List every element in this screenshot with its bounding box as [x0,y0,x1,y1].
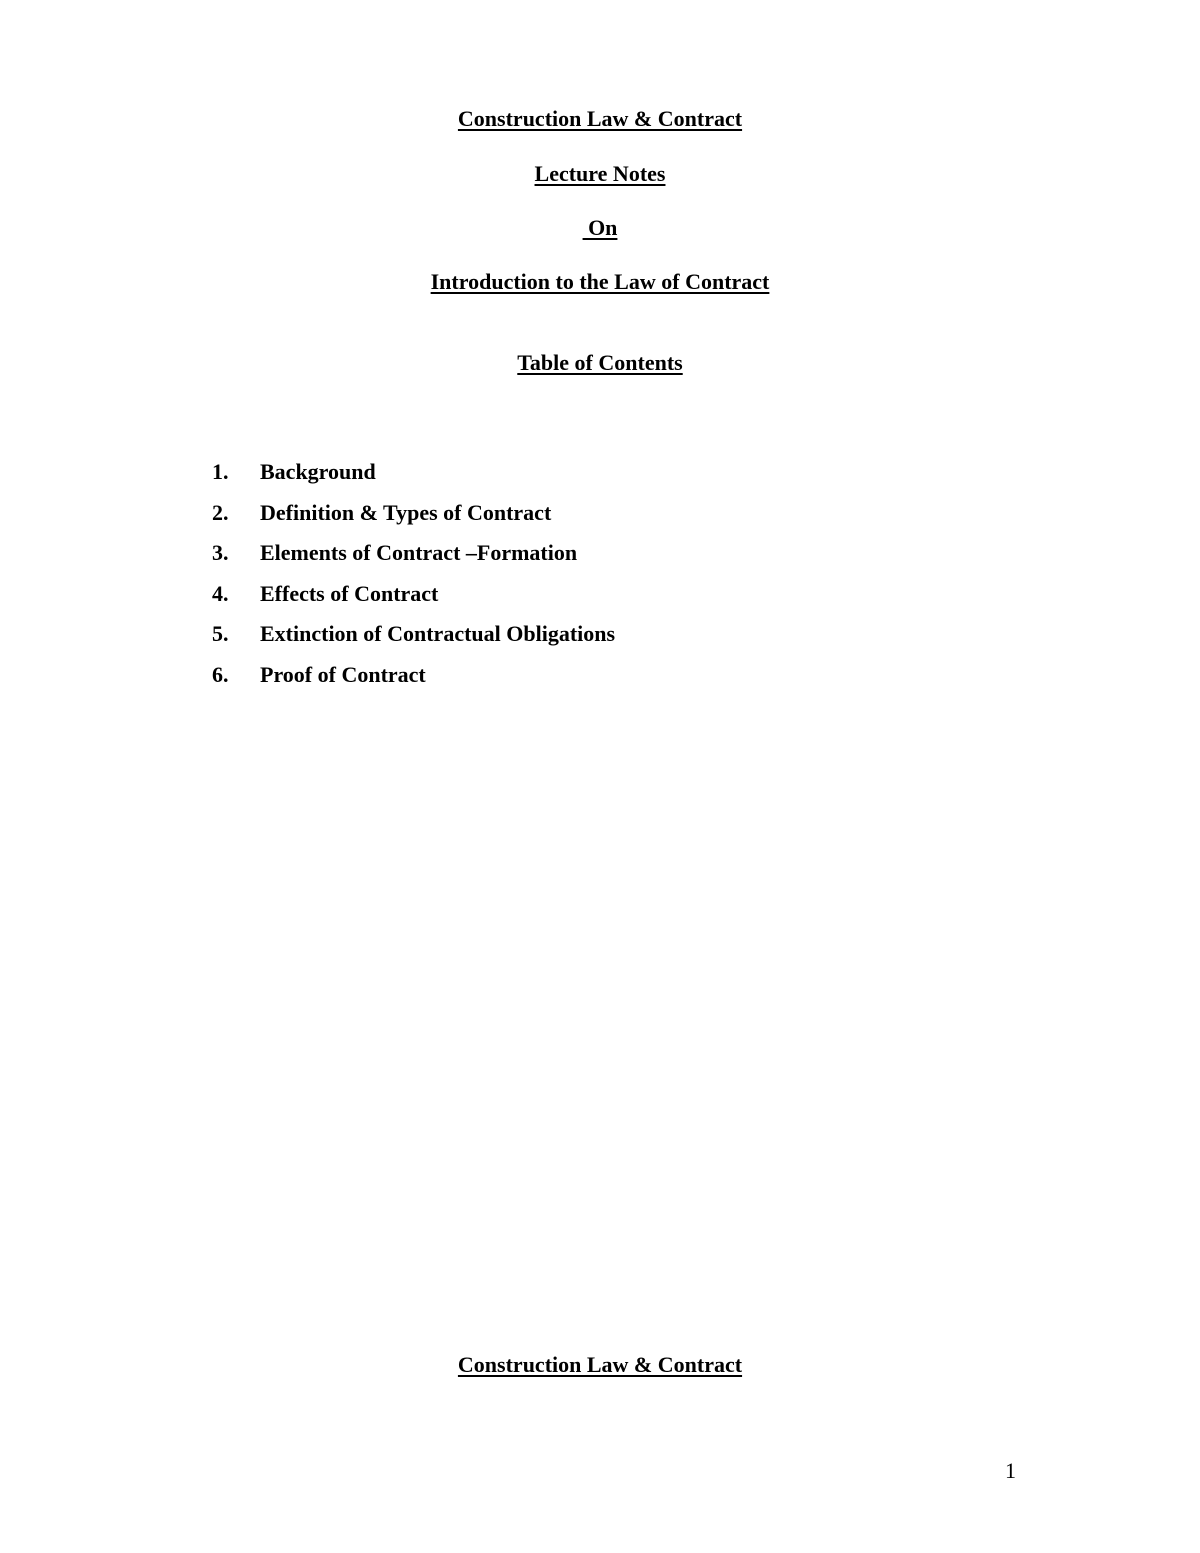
toc-item [212,580,615,621]
toc-item-number: 4. [212,580,229,606]
toc-item-label: Background [260,459,376,484]
toc-item [212,458,615,499]
toc-item-number: 6. [212,661,229,687]
toc-heading: Table of Contents [517,350,683,375]
repeated-title: Construction Law & Contract [457,1352,743,1377]
document-subtitle: Lecture Notes [534,161,666,186]
toc-item [212,661,615,702]
toc-item [212,620,615,661]
toc-item-label: Proof of Contract [260,661,426,687]
toc-item-number: 2. [212,499,229,525]
table-of-contents [212,458,615,702]
document-title: Construction Law & Contract [457,106,743,131]
topic-heading: Introduction to the Law of Contract [430,269,770,294]
toc-item-label: Elements of Contract –Formation [260,540,578,566]
toc-item-label: Definition & Types of Contract [260,499,552,525]
connector-heading: On [582,215,618,240]
toc-item-number: 1. [212,459,229,484]
toc-item-number: 3. [212,540,229,566]
page-number: 1 [1005,1458,1016,1483]
toc-item [212,539,615,580]
toc-item-number: 5. [212,621,229,647]
toc-item-label: Effects of Contract [260,580,439,606]
toc-item [212,499,615,540]
toc-item-label: Extinction of Contractual Obligations [260,621,616,647]
